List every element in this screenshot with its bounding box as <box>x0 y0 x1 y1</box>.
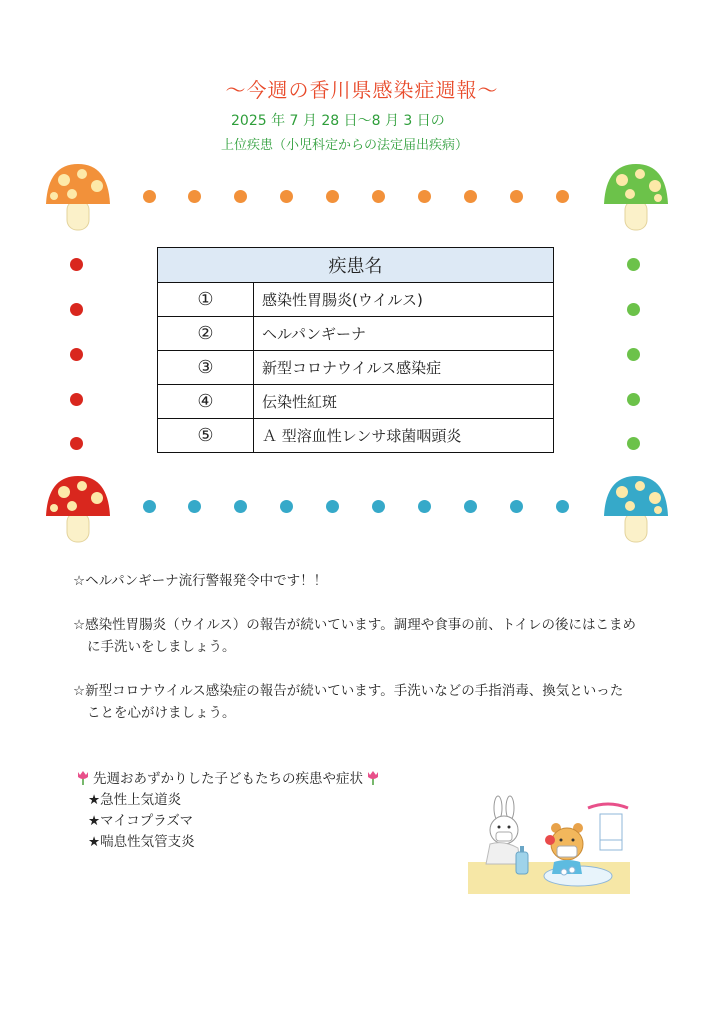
rank-cell: ② <box>158 317 254 351</box>
frame-dot <box>372 190 385 203</box>
notice-herpangina: ☆ヘルパンギーナ流行警報発令中です！！ <box>73 573 328 589</box>
mushroom-red-icon <box>42 472 114 544</box>
rank-cell: ⑤ <box>158 419 254 453</box>
symptom-list <box>88 790 195 853</box>
tulip-icon <box>75 769 91 785</box>
frame-dot <box>464 500 477 513</box>
disease-name-cell: 伝染性紅斑 <box>254 385 554 419</box>
notice-covid <box>73 680 693 724</box>
frame-dot <box>70 437 83 450</box>
table-row <box>158 385 554 419</box>
table-row <box>158 317 554 351</box>
mushroom-teal-icon <box>600 472 672 544</box>
page-title: ～今週の香川県感染症週報～ <box>225 78 499 102</box>
frame-dot <box>372 500 385 513</box>
date-range: 2025 年 7 月 28 日～8 月 3 日の <box>231 113 445 129</box>
frame-dot <box>280 190 293 203</box>
frame-dot <box>188 190 201 203</box>
notice-gastroenteritis <box>73 614 693 658</box>
frame-dot <box>234 190 247 203</box>
disease-name-cell: ヘルパンギーナ <box>254 317 554 351</box>
frame-dot <box>70 393 83 406</box>
table-row <box>158 283 554 317</box>
frame-dot <box>556 500 569 513</box>
frame-dot <box>143 190 156 203</box>
notice-line: ことを心がけましょう。 <box>87 705 236 721</box>
handwashing-illustration <box>468 800 630 894</box>
frame-dot <box>418 500 431 513</box>
table-header-row <box>158 248 554 283</box>
frame-dot <box>627 303 640 316</box>
disease-name-cell: Ａ 型溶血性レンサ球菌咽頭炎 <box>254 419 554 453</box>
last-week-heading-text: 先週おあずかりした子どもたちの疾患や症状 <box>93 771 363 787</box>
mushroom-green-icon <box>600 160 672 232</box>
rank-cell: ④ <box>158 385 254 419</box>
rank-cell: ① <box>158 283 254 317</box>
frame-dot <box>627 348 640 361</box>
table-row <box>158 351 554 385</box>
notice-line: ☆感染性胃腸炎（ウイルス）の報告が続いています。調理や食事の前、トイレの後にはこまめ <box>73 617 637 633</box>
frame-dot <box>234 500 247 513</box>
frame-dot <box>464 190 477 203</box>
table-row <box>158 419 554 453</box>
rank-cell: ③ <box>158 351 254 385</box>
notice-line: ☆新型コロナウイルス感染症の報告が続いています。手洗いなどの手指消毒、換気といった <box>73 683 624 699</box>
frame-dot <box>70 303 83 316</box>
mushroom-orange-icon <box>42 160 114 232</box>
disease-table <box>157 247 554 453</box>
frame-dot <box>143 500 156 513</box>
frame-dot <box>326 190 339 203</box>
notice-line: に手洗いをしましょう。 <box>87 639 236 655</box>
frame-dot <box>510 190 523 203</box>
list-item: ★急性上気道炎 <box>88 792 182 808</box>
frame-dot <box>326 500 339 513</box>
disease-name-cell: 新型コロナウイルス感染症 <box>254 351 554 385</box>
frame-dot <box>188 500 201 513</box>
list-item: ★マイコプラズマ <box>88 813 194 829</box>
frame-dot <box>556 190 569 203</box>
frame-dot <box>70 258 83 271</box>
frame-dot <box>280 500 293 513</box>
tulip-icon <box>365 769 381 785</box>
subtitle: 上位疾患（小児科定からの法定届出疾病） <box>221 138 469 153</box>
disease-name-cell: 感染性胃腸炎(ウイルス) <box>254 283 554 317</box>
frame-dot <box>418 190 431 203</box>
frame-dot <box>510 500 523 513</box>
list-item: ★喘息性気管支炎 <box>88 834 195 850</box>
last-week-heading <box>75 767 381 787</box>
frame-dot <box>627 258 640 271</box>
frame-dot <box>627 393 640 406</box>
frame-dot <box>627 437 640 450</box>
table-header: 疾患名 <box>158 248 554 283</box>
frame-dot <box>70 348 83 361</box>
